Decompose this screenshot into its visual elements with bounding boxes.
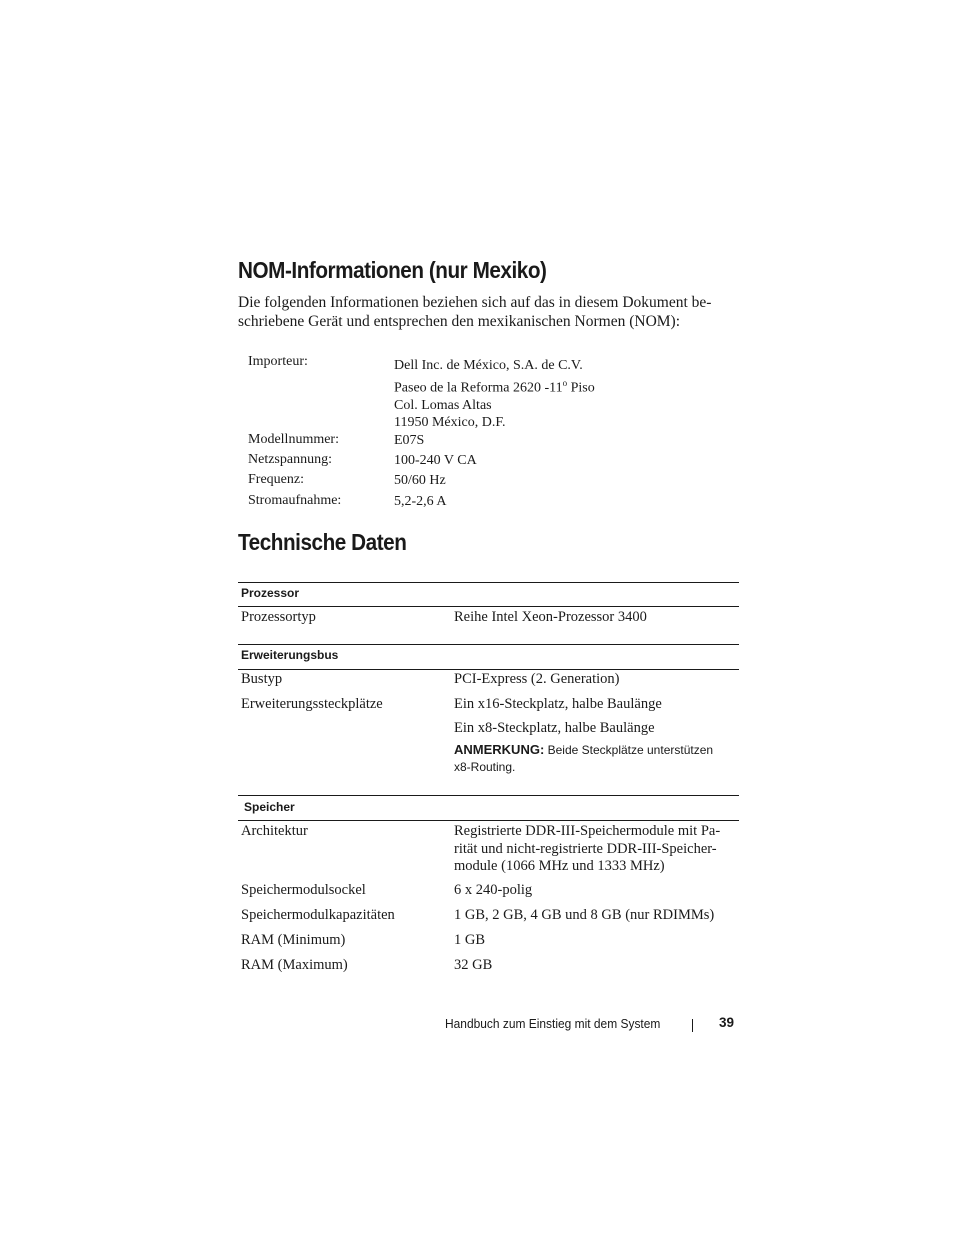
table-rule xyxy=(238,669,739,670)
memory-row-value: 6 x 240-polig xyxy=(454,882,533,898)
memory-heading: Speicher xyxy=(244,800,295,814)
note-text: x8-Routing. xyxy=(454,760,516,774)
page-number: 39 xyxy=(719,1015,735,1030)
footer-title: Handbuch zum Einstieg mit dem System xyxy=(445,1016,661,1031)
note-text: Beide Steckplätze unterstützen xyxy=(544,743,714,757)
tech-section-title: Technische Daten xyxy=(238,529,407,555)
slots-value: Ein x8-Steckplatz, halbe Baulänge xyxy=(454,720,655,736)
processor-type-label: Prozessortyp xyxy=(241,609,316,625)
table-rule xyxy=(238,795,739,796)
table-rule xyxy=(238,606,739,607)
nom-row-label: Netzspannung: xyxy=(248,452,332,467)
importer-line: 11950 México, D.F. xyxy=(394,415,506,431)
nom-row-value: E07S xyxy=(394,433,425,448)
importer-label: Importeur: xyxy=(248,354,308,369)
nom-row-value: 5,2-2,6 A xyxy=(394,494,447,509)
processor-heading: Prozessor xyxy=(241,586,300,600)
nom-intro-line: Die folgenden Informationen beziehen sich auf das in diesem Dokument be- xyxy=(238,294,712,311)
processor-type-value: Reihe Intel Xeon-Prozessor 3400 xyxy=(454,609,647,625)
table-rule xyxy=(238,644,739,645)
memory-row-label: RAM (Maximum) xyxy=(241,957,348,973)
memory-row-value: 32 GB xyxy=(454,957,493,973)
bus-heading: Erweiterungsbus xyxy=(241,648,339,662)
nom-row-label: Stromaufnahme: xyxy=(248,493,342,508)
memory-row-label: RAM (Minimum) xyxy=(241,932,346,948)
architecture-value: Registrierte DDR-III-Speichermodule mit Pa- rität und nicht-registrierte DDR-III-Speicher- module (1066 MHz und 1333 MHz) xyxy=(454,823,721,874)
table-rule xyxy=(238,820,739,821)
nom-row-label: Modellnummer: xyxy=(248,432,339,447)
memory-row-label: Speichermodulkapazitäten xyxy=(241,907,395,923)
bustype-value: PCI-Express (2. Generation) xyxy=(454,671,620,687)
memory-row-label: Speichermodulsockel xyxy=(241,882,366,898)
nom-row-label: Frequenz: xyxy=(248,472,304,487)
note-label: ANMERKUNG: xyxy=(454,742,545,757)
memory-row-value: 1 GB, 2 GB, 4 GB und 8 GB (nur RDIMMs) xyxy=(454,907,715,923)
importer-line: Paseo de la Reforma 2620 -11$^o$ Piso xyxy=(394,377,595,396)
importer-line: Dell Inc. de México, S.A. de C.V. xyxy=(394,358,583,373)
nom-section-title: NOM-Informationen (nur Mexiko) xyxy=(238,257,547,283)
nom-intro-paragraph xyxy=(238,293,738,331)
table-rule xyxy=(238,582,739,583)
nom-row-value: 50/60 Hz xyxy=(394,473,446,488)
importer-address xyxy=(394,357,595,432)
nom-intro-line: schriebene Gerät und entsprechen den mexikanischen Normen (NOM): xyxy=(238,313,681,330)
slots-value: Ein x16-Steckplatz, halbe Baulänge xyxy=(454,696,662,712)
architecture-label: Architektur xyxy=(241,823,308,839)
nom-row-value: 100-240 V CA xyxy=(394,453,477,468)
importer-line: Col. Lomas Altas xyxy=(394,397,492,413)
slots-label: Erweiterungssteckplätze xyxy=(241,696,383,712)
bustype-label: Bustyp xyxy=(241,671,283,687)
memory-row-value: 1 GB xyxy=(454,932,486,948)
note xyxy=(454,741,744,776)
footer-separator xyxy=(692,1019,693,1032)
